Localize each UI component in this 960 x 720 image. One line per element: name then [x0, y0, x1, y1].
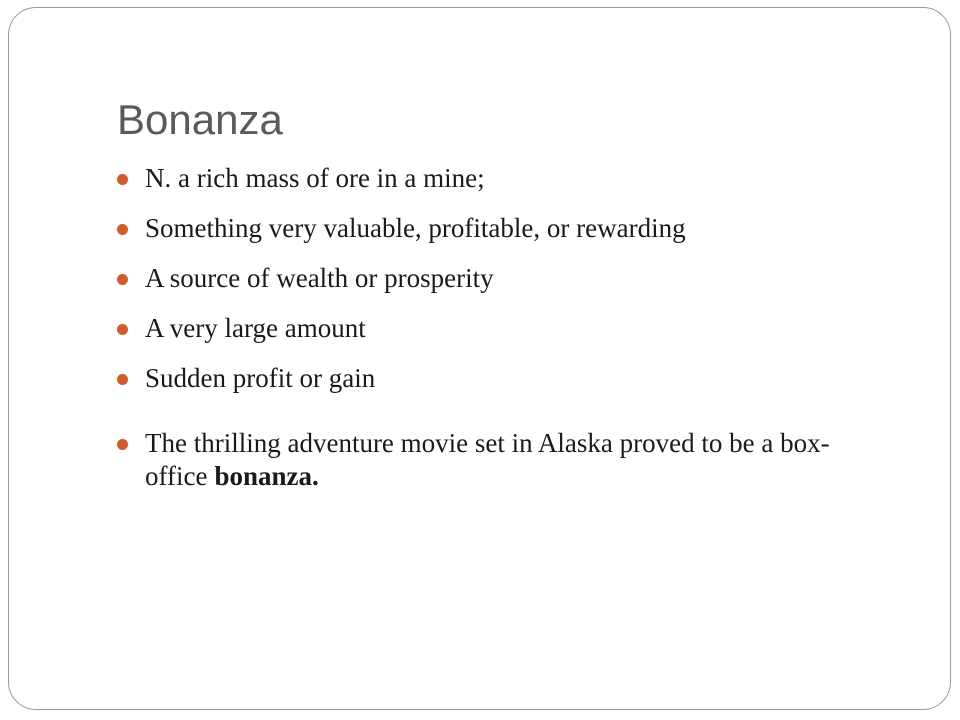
bullet-icon [117, 439, 128, 450]
bullet-icon [117, 374, 128, 385]
definition-text: A source of wealth or prosperity [145, 263, 494, 293]
example-sentence-text: The thrilling adventure movie set in Alaska proved to be a box-office [145, 428, 830, 491]
definition-item [117, 312, 907, 345]
bullet-icon [117, 274, 128, 285]
definition-text: N. a rich mass of ore in a mine; [145, 163, 485, 193]
bullet-icon [117, 174, 128, 185]
definition-text: Sudden profit or gain [145, 363, 376, 393]
definition-text: Something very valuable, profitable, or rewarding [145, 213, 686, 243]
definition-item [117, 212, 907, 245]
definition-item [117, 362, 907, 395]
slide-title: Bonanza [117, 96, 283, 143]
bullet-icon [117, 324, 128, 335]
definition-item [117, 162, 907, 195]
slide-frame [8, 7, 951, 710]
example-emphasis-word: bonanza. [214, 461, 319, 491]
definition-item [117, 262, 907, 295]
bullet-icon [117, 224, 128, 235]
example-sentence-item [117, 427, 907, 493]
definition-list [117, 162, 907, 510]
definition-text: A very large amount [145, 313, 366, 343]
